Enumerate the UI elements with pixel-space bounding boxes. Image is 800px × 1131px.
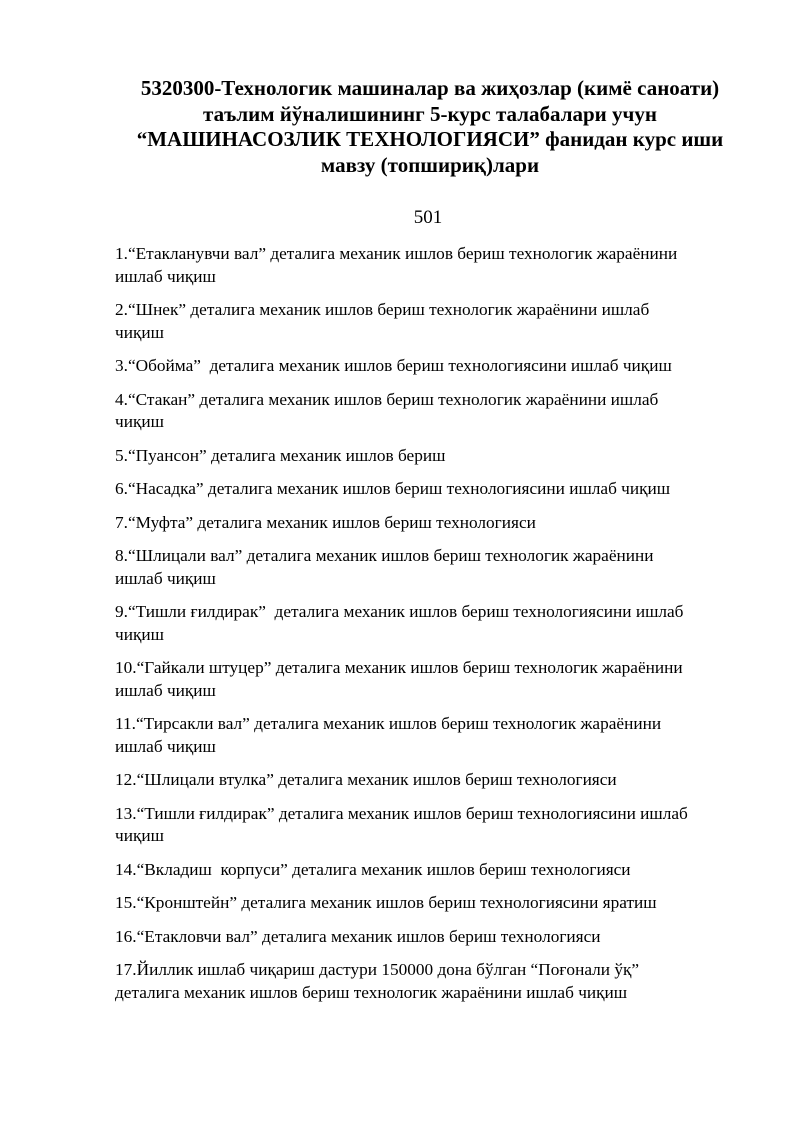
task-item [115,389,755,434]
task-text-line: 17.Йиллик ишлаб чиқариш дастури 150000 дона бўлган “Поғонали ўқ” [115,960,640,979]
title-line: мавзу (топшириқ)лари [320,152,540,177]
task-text-line: 4.“Стакан” деталига механик ишлов бериш технологик жараёнини ишлаб [115,389,659,409]
task-text-line: деталига механик ишлов бериш технологик жараёнини ишлаб чиқиш [115,982,628,1002]
task-text-line: 7.“Муфта” деталига механик ишлов бериш технологияси [115,512,536,532]
task-text-line: ишлаб чиқиш [115,680,216,700]
document-title [100,76,760,178]
task-text-line: ишлаб чиқиш [115,736,216,756]
task-text-line: 16.“Етакловчи вал” деталига механик ишлов бериш технологияси [115,926,601,946]
task-text-line: ишлаб чиқиш [115,568,216,588]
task-text-line: чиқиш [115,826,164,845]
task-text-line: 1.“Етакланувчи вал” деталига механик ишлов бериш технологик жараёнини [115,244,678,263]
task-text-line: 14.“Вкладиш корпуси” деталига механик ишлов бериш технологияси [115,859,631,879]
task-item [115,601,755,646]
title-line: таълим йўналишининг 5-курс талабалари учун [203,101,657,126]
task-item [115,243,755,288]
task-item [115,892,755,915]
task-text-line: 10.“Гайкали штуцер” деталига механик ишлов бериш технологик жараёнини [115,658,683,677]
task-text-line: 8.“Шлицали вал” деталига механик ишлов бериш технологик жараёнини [115,546,654,565]
task-text-line: 2.“Шнек” деталига механик ишлов бериш технологик жараёнини ишлаб [115,300,650,319]
title-line: “МАШИНАСОЗЛИК ТЕХНОЛОГИЯСИ” фанидан курс иши [136,127,724,151]
task-item [115,512,755,535]
task-item [115,769,755,792]
task-text-line: 3.“Обойма” деталига механик ишлов бериш технологиясини ишлаб чиқиш [115,356,672,375]
task-item [115,859,755,882]
task-text-line: 6.“Насадка” деталига механик ишлов бериш технологиясини ишлаб чиқиш [115,479,671,498]
title-line: 5320300-Технологик машиналар ва жиҳозлар (кимё саноати) [140,76,720,100]
task-item [115,478,755,501]
task-item [115,545,755,590]
task-text-line: чиқиш [115,412,164,431]
variant-number: 501 [413,207,443,228]
task-text-line: 11.“Тирсакли вал” деталига механик ишлов бериш технологик жараёнини [115,714,662,733]
task-item [115,926,755,949]
task-item [115,445,755,468]
task-text-line: 5.“Пуансон” деталига механик ишлов бериш [115,445,446,465]
task-item [115,803,755,848]
task-text-line: 15.“Кронштейн” деталига механик ишлов бериш технологиясини яратиш [115,893,657,912]
task-text-line: 13.“Тишли ғилдирак” деталига механик ишлов бериш технологиясини ишлаб [115,803,688,823]
task-text-line: ишлаб чиқиш [115,266,216,286]
task-item [115,959,755,1004]
task-text-line: 12.“Шлицали втулка” деталига механик ишлов бериш технологияси [115,770,617,789]
task-item [115,355,755,378]
task-item [115,657,755,702]
task-text-line: чиқиш [115,322,164,342]
task-item [115,299,755,344]
task-item [115,713,755,758]
task-text-line: чиқиш [115,624,164,644]
task-list [115,243,755,1015]
task-text-line: 9.“Тишли ғилдирак” деталига механик ишлов бериш технологиясини ишлаб [115,602,684,621]
